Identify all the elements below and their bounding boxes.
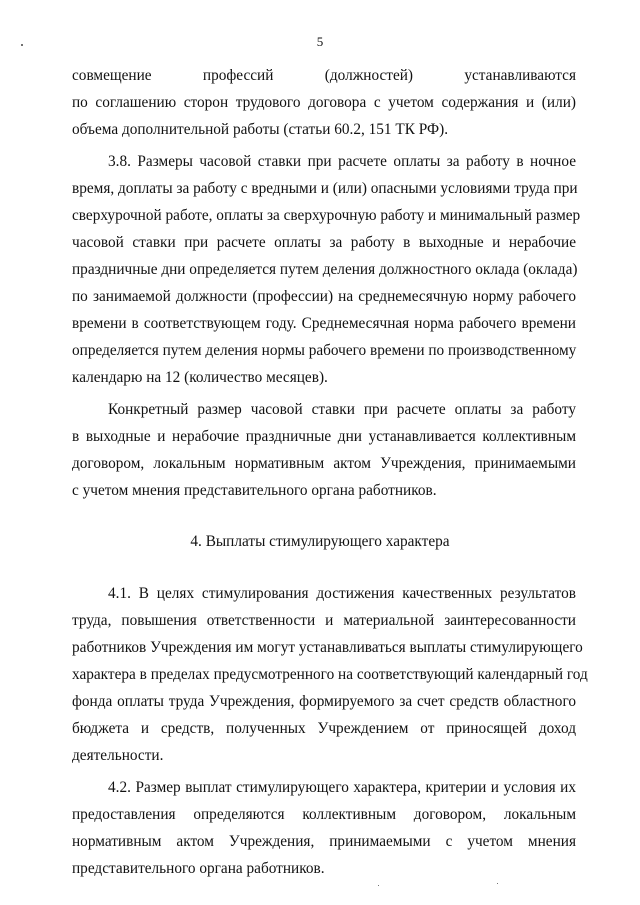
paragraph-line: предоставления определяются коллективным договором, локальным: [72, 806, 576, 823]
paragraph-line: по занимаемой должности (профессии) на среднемесячную норму рабочего: [72, 288, 576, 305]
paragraph-line: договором, локальным нормативным актом Учреждения, принимаемыми: [72, 455, 576, 472]
paragraph-line: 4.1. В целях стимулирования достижения качественных результатов: [108, 585, 576, 602]
paragraph-line: определяется путем деления нормы рабочего времени по производственному: [72, 342, 577, 359]
scan-speck: [378, 885, 379, 886]
paragraph-line: работников Учреждения им могут устанавливаться выплаты стимулирующего: [72, 639, 583, 656]
paragraph-line: время, доплаты за работу с вредными и (или) опасными условиями труда при: [72, 180, 578, 197]
paragraph-line: времени в соответствующем году. Среднемесячная норма рабочего времени: [72, 315, 576, 332]
paragraph-line: труда, повышения ответственности и материальной заинтересованности: [72, 612, 576, 629]
paragraph-line: характера в пределах предусмотренного на соответствующий календарный год: [72, 666, 588, 683]
paragraph-line: совмещение профессий (должностей) устанавливаются: [72, 67, 576, 84]
paragraph-line: фонда оплаты труда Учреждения, формируемого за счет средств областного: [72, 693, 576, 710]
paragraph-line: часовой ставки при расчете оплаты за работу в выходные и нерабочие: [72, 234, 576, 251]
paragraph-line: деятельности.: [72, 747, 164, 764]
page-number: 5: [316, 34, 324, 49]
scan-speck: [21, 44, 23, 46]
paragraph-line: с учетом мнения представительного органа работников.: [72, 482, 437, 499]
paragraph-line: в выходные и нерабочие праздничные дни устанавливается коллективным: [72, 428, 576, 445]
paragraph-line: календарю на 12 (количество месяцев).: [72, 369, 328, 386]
section-heading: 4. Выплаты стимулирующего характера: [190, 533, 450, 550]
paragraph-line: нормативным актом Учреждения, принимаемыми с учетом мнения: [72, 833, 576, 850]
paragraph-line: 4.2. Размер выплат стимулирующего характера, критерии и условия их: [108, 779, 576, 796]
scan-speck: [497, 883, 498, 884]
paragraph-line: объема дополнительной работы (статьи 60.2, 151 ТК РФ).: [72, 121, 449, 138]
paragraph-line: Конкретный размер часовой ставки при расчете оплаты за работу: [108, 401, 576, 418]
paragraph-line: по соглашению сторон трудового договора с учетом содержания и (или): [72, 94, 576, 111]
paragraph-line: представительного органа работников.: [72, 860, 325, 877]
paragraph-line: 3.8. Размеры часовой ставки при расчете оплаты за работу в ночное: [108, 153, 576, 170]
paragraph-line: праздничные дни определяется путем деления должностного оклада (оклада): [72, 261, 578, 278]
paragraph-line: сверхурочной работе, оплаты за сверхурочную работу и минимальный размер: [72, 207, 581, 224]
paragraph-line: бюджета и средств, полученных Учреждением от приносящей доход: [72, 720, 576, 737]
